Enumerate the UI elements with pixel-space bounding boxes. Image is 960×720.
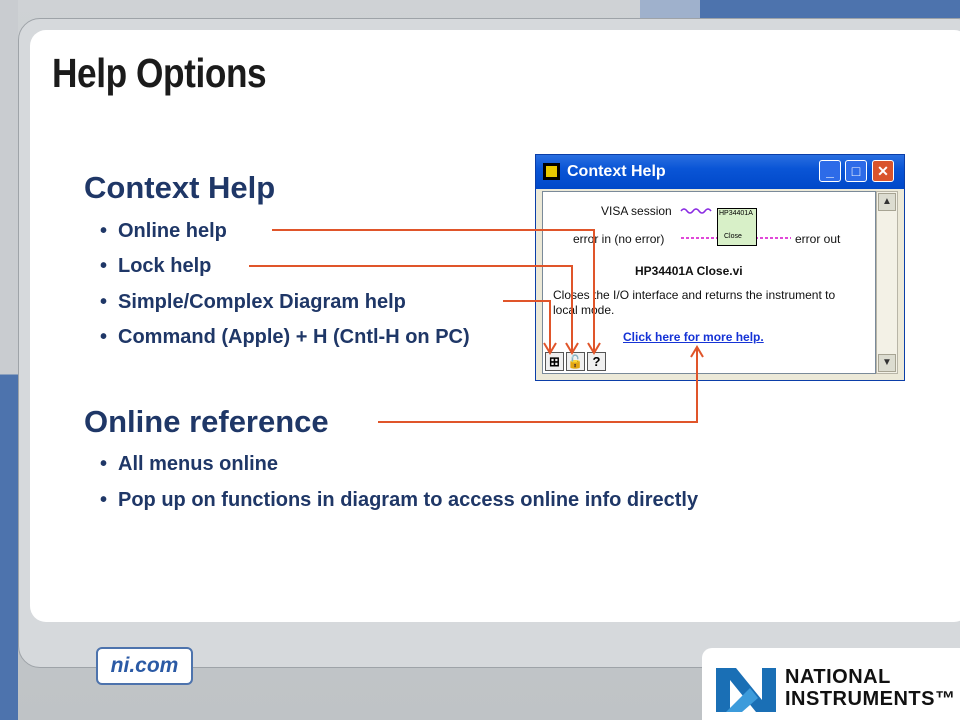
vi-icon: HP34401A Close <box>717 208 757 246</box>
bullet-lock-help: • Lock help <box>100 255 212 277</box>
slide-title: Help Options <box>52 50 267 96</box>
scroll-down-icon[interactable]: ▼ <box>878 354 896 372</box>
ni-eagle-logo-icon <box>706 648 786 720</box>
vi-name: HP34401A Close.vi <box>635 264 743 278</box>
vi-description: Closes the I/O interface and returns the instrument to local mode. <box>553 288 836 317</box>
more-help-link[interactable]: Click here for more help. <box>623 330 764 344</box>
error-out-label: error out <box>795 232 841 246</box>
close-icon[interactable]: ✕ <box>872 160 894 182</box>
scroll-up-icon[interactable]: ▲ <box>878 193 896 211</box>
minimize-icon[interactable]: _ <box>819 160 841 182</box>
diagram-help-icon[interactable]: ⊞ <box>545 352 564 371</box>
error-in-label: error in (no error) <box>573 232 665 246</box>
bullet-command-h: • Command (Apple) + H (Cntl-H on PC) <box>100 326 470 348</box>
bullet-all-menus: • All menus online <box>100 453 279 475</box>
visa-session-label: VISA session <box>601 204 672 218</box>
ni-logo-line2: INSTRUMENTS™ <box>785 688 956 710</box>
bullet-diagram-help: • Simple/Complex Diagram help <box>100 291 406 313</box>
context-help-heading: Context Help <box>84 170 276 205</box>
ni-logo-line1: NATIONAL <box>785 666 891 688</box>
context-help-title: Context Help <box>567 163 666 180</box>
bullet-online-help: • Online help <box>100 220 227 242</box>
lock-icon[interactable]: 🔓 <box>567 354 584 369</box>
maximize-icon[interactable]: □ <box>845 160 867 182</box>
ni-logo <box>702 648 960 720</box>
ni-com-badge[interactable]: ni.com <box>96 647 193 685</box>
bullet-pop-up: • Pop up on functions in diagram to access online info directly <box>100 489 699 511</box>
online-reference-heading: Online reference <box>84 404 329 439</box>
question-icon[interactable]: ? <box>587 352 606 371</box>
